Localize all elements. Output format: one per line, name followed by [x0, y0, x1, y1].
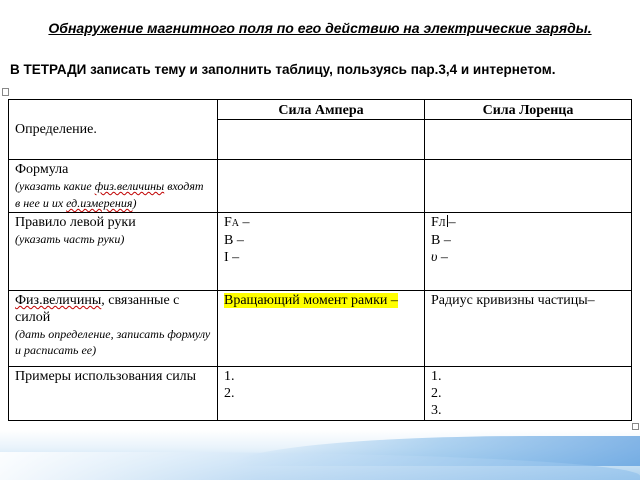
left-hand-label: Правило левой руки: [15, 215, 136, 230]
left-hand-ampere-cell[interactable]: [218, 213, 425, 291]
quantities-row: [9, 291, 632, 367]
definition-ampere-cell[interactable]: [218, 120, 425, 160]
left-hand-note: (указать часть руки): [15, 232, 125, 246]
header-ampere[interactable]: Сила Ампера: [218, 100, 425, 120]
header-row: [9, 100, 632, 120]
list-item: 1.: [431, 369, 442, 384]
table-resize-handle[interactable]: [632, 423, 639, 430]
formula-row: [9, 160, 632, 213]
quantities-label: Физ.величины, связанные с силой: [15, 293, 180, 325]
quantities-label-cell[interactable]: [9, 291, 218, 367]
definition-lorentz-cell[interactable]: [425, 120, 632, 160]
formula-lorentz-cell[interactable]: [425, 160, 632, 213]
torque-highlighted-text: Вращающий момент рамки –: [224, 293, 398, 308]
lorentz-v-symbol: υ –: [431, 250, 448, 265]
formula-ampere-cell[interactable]: [218, 160, 425, 213]
quantities-lorentz-cell[interactable]: [425, 291, 632, 367]
left-hand-row: [9, 213, 632, 291]
lorentz-force-symbol: FЛ –: [431, 215, 456, 230]
examples-row: [9, 367, 632, 421]
list-item: 2.: [431, 386, 442, 401]
left-hand-label-cell[interactable]: [9, 213, 218, 291]
lorentz-b-symbol: B –: [431, 233, 451, 248]
examples-lorentz-cell[interactable]: [425, 367, 632, 421]
header-lorentz[interactable]: Сила Лоренца: [425, 100, 632, 120]
examples-label: Примеры использования силы: [15, 369, 197, 384]
formula-label-cell[interactable]: [9, 160, 218, 213]
task-instruction: В ТЕТРАДИ записать тему и заполнить таблицу, пользуясь пар.3,4 и интернетом.: [10, 62, 556, 77]
list-item: 2.: [224, 386, 235, 401]
ampere-force-symbol: FA –: [224, 215, 250, 230]
formula-note: (указать какие физ.величины входят в нее и их ед.измерения): [15, 179, 204, 210]
examples-ampere-cell[interactable]: [218, 367, 425, 421]
page-title: Обнаружение магнитного поля по его действию на электрические заряды.: [48, 20, 592, 36]
formula-label: Формула: [15, 162, 69, 177]
ampere-i-symbol: I –: [224, 250, 240, 265]
list-item: 3.: [431, 403, 442, 418]
quantities-ampere-cell[interactable]: [218, 291, 425, 367]
table-anchor-handle[interactable]: [2, 88, 9, 96]
quantities-note: (дать определение, записать формулу и расписать ее): [15, 327, 211, 357]
curvature-radius-text: Радиус кривизны частицы–: [431, 293, 595, 308]
text-cursor: [447, 215, 448, 227]
list-item: 1.: [224, 369, 235, 384]
left-hand-lorentz-cell[interactable]: [425, 213, 632, 291]
definition-label: Определение.: [15, 122, 97, 137]
examples-label-cell[interactable]: [9, 367, 218, 421]
ampere-b-symbol: B –: [224, 233, 244, 248]
comparison-table: [8, 99, 632, 421]
